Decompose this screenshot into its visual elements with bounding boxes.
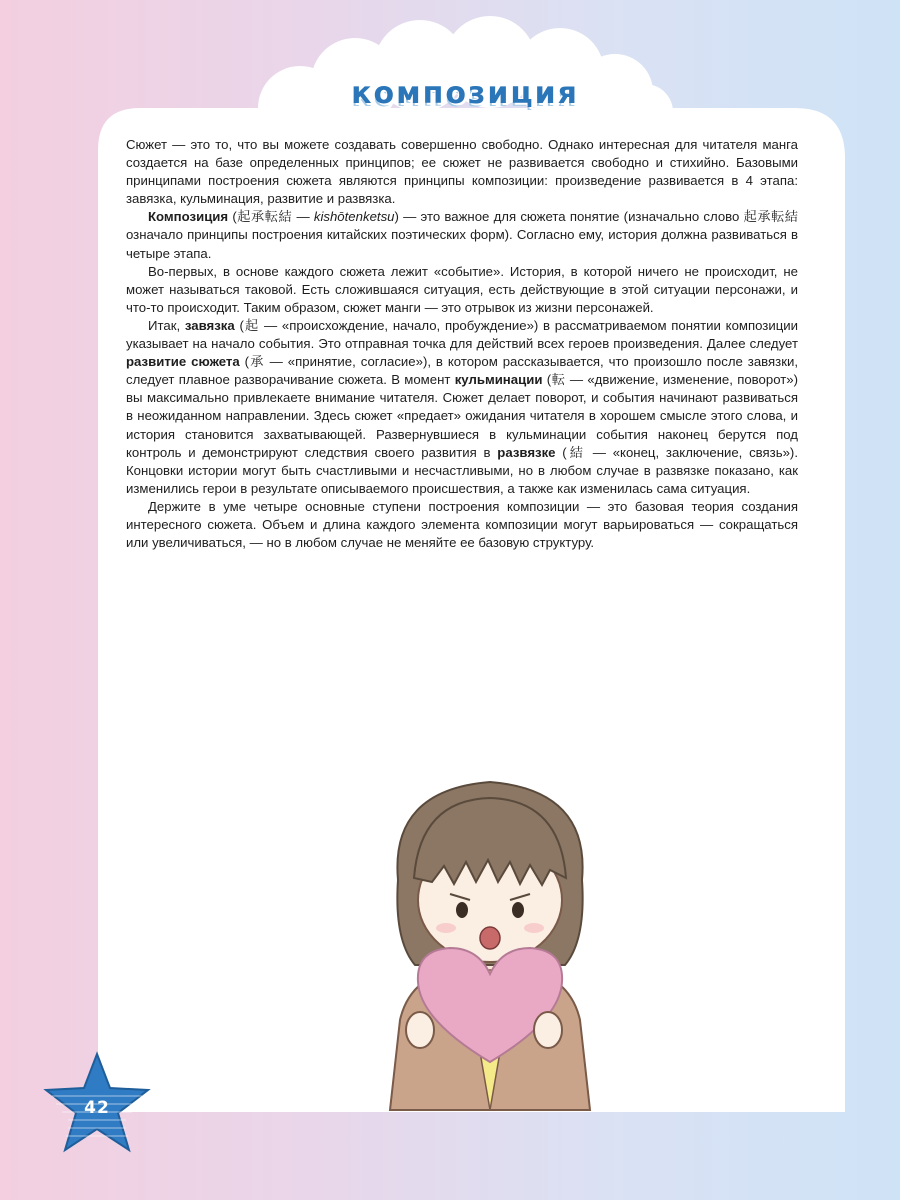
term-italic: kishōtenketsu xyxy=(313,209,395,225)
text-run: (承 — «принятие, согласие»), в котором рассказывается, что произошло после завязки, следует плавное разворачивание сюжета. В момент xyxy=(126,354,799,388)
page-title: композиция xyxy=(351,76,579,111)
paragraph xyxy=(126,317,798,498)
term-bold: развитие сюжета xyxy=(126,354,240,370)
page-number: 42 xyxy=(84,1098,110,1118)
text-run: Итак, xyxy=(148,317,185,333)
term-bold: кульминации xyxy=(454,372,543,388)
text-run: Держите в уме четыре основные ступени построения композиции — это базовая теория создания интересного сюжета. Объем и длина каждого элемента композиции могут варьироваться — сокращаться или увеличиваться, — но в любом случае не меняйте ее базовую структуру. xyxy=(126,498,798,551)
paragraph xyxy=(126,498,798,552)
text-run: Сюжет — это то, что вы можете создавать совершенно свободно. Однако интересная для читателя манга создается на базе определенных принципов; ее сюжет не развивается свободно и стихийно. Базовыми принципами построения сюжета являются принципы композиции: произведение развивается в 4 этапа: завязка, кульминация, развитие и развязка. xyxy=(126,137,798,207)
girl-holding-heart-illustration xyxy=(370,760,610,1120)
text-run: (転 — «движение, изменение, поворот») вы максимально привлекаете внимание читателя. Сюжет делает поворот, и события начинают развиваться в неожиданном направлении. Здесь сюжет «предает» ожидания читателя в хорошем смысле этого слова, и история становится захватывающей. Развернувшиеся в кульминации события наконец берутся под контроль и демонстрируют следствия своего развития в xyxy=(126,372,799,460)
text-run: ) — это важное для сюжета понятие (изначально слово 起承転結 означало принципы построения китайских поэтических форм). Согласно ему, история должна развиваться в четыре этапа. xyxy=(126,209,798,261)
text-run: (起承転結 — xyxy=(228,209,314,225)
text-run: Во-первых, в основе каждого сюжета лежит «событие». История, в которой ничего не происходит, не может называться таковой. Есть сложившаяся ситуация, есть действующие в этой ситуации персонажи, и что-то происходит. Таким образом, сюжет манги — это отрывок из жизни персонажей. xyxy=(126,263,798,315)
term-bold: Композиция xyxy=(148,209,229,225)
paragraph xyxy=(126,136,798,208)
paragraph xyxy=(126,208,798,262)
text-run: (結 — «конец, заключение, связь»). Концовки истории могут быть счастливыми и несчастливыми, но в любом случае в развязке показано, как изменились герои в результате описываемого происшествия, а также как изменилась сама ситуация. xyxy=(126,444,798,496)
paragraph xyxy=(126,263,798,317)
term-bold: развязке xyxy=(497,444,556,460)
term-bold: завязка xyxy=(184,317,235,333)
article-body xyxy=(126,136,798,552)
text-run: (起 — «происхождение, начало, пробуждение») в рассматриваемом понятии композиции указывает на начало события. Это отправная точка для действий всех героев произведения. Далее следует xyxy=(126,317,798,352)
